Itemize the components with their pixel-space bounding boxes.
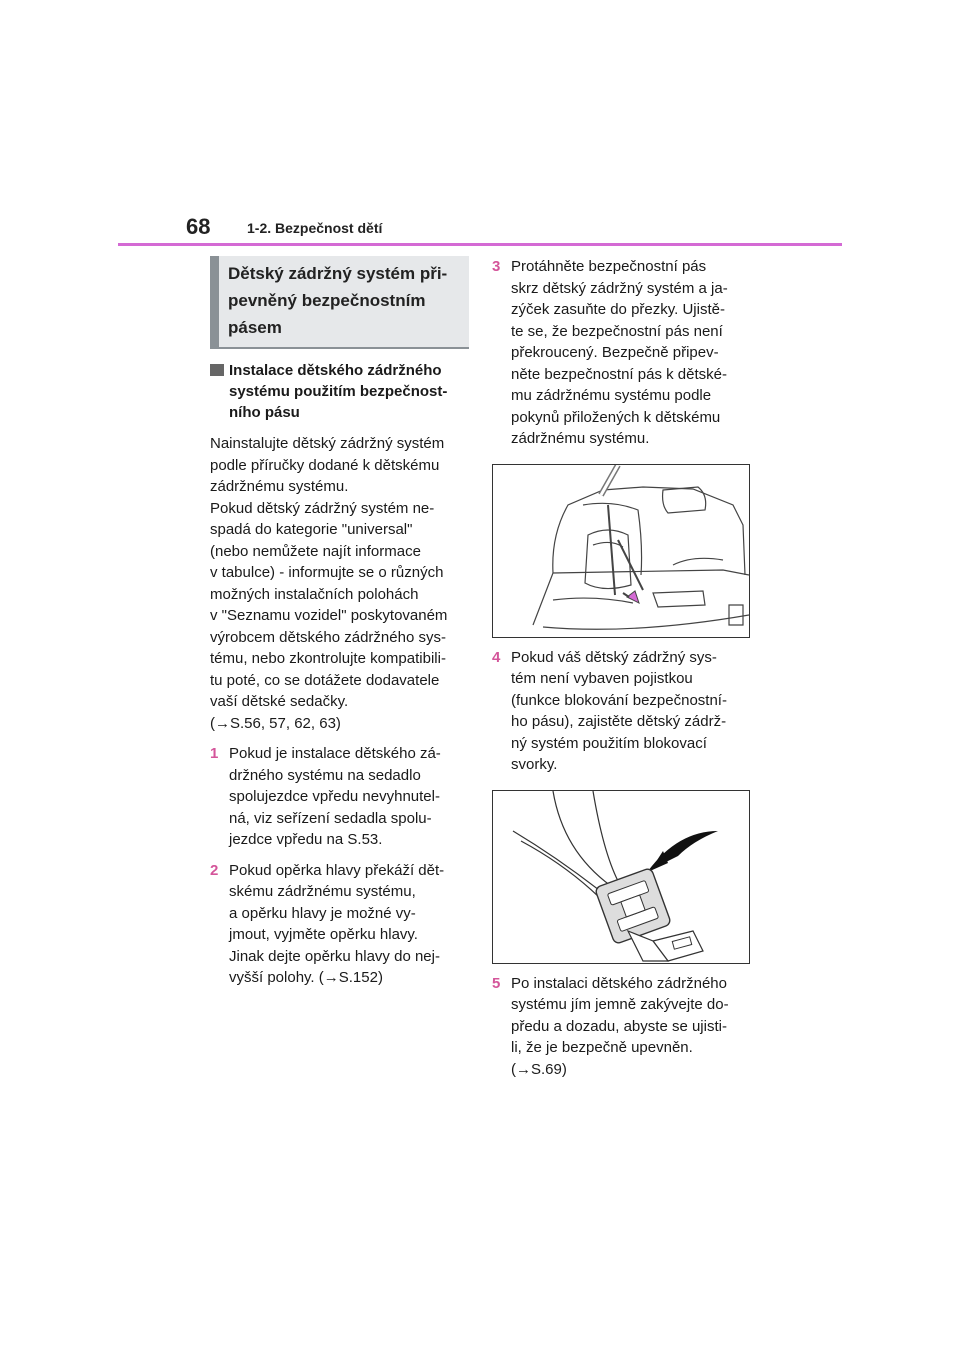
box-heading-line: pevněný bezpečnostním bbox=[228, 291, 426, 310]
step-line: ná, viz seřízení sedadla spolu- bbox=[229, 809, 432, 827]
subheading bbox=[210, 360, 468, 423]
subheading-line: ního pásu bbox=[229, 404, 300, 421]
step-line: něte bezpečnostní pás k dětské- bbox=[511, 365, 727, 383]
step-line: překroucený. Bezpečně připev- bbox=[511, 344, 719, 361]
step-5 bbox=[492, 973, 750, 1081]
step-line: zádržnému systému. bbox=[511, 430, 650, 447]
paragraph-line: Nainstalujte dětský zádržný systém bbox=[210, 435, 445, 452]
car-seat-illustration bbox=[493, 465, 749, 637]
step-line: Po instalaci dětského zádržného bbox=[511, 974, 727, 992]
box-heading-line: pásem bbox=[228, 318, 282, 337]
step-line: pokynů přiložených k dětskému bbox=[511, 408, 721, 426]
step-line: skrz dětský zádržný systém a ja- bbox=[511, 279, 728, 297]
step-line: (→S.69) bbox=[511, 1060, 567, 1078]
paragraph-line: vaší dětské sedačky. bbox=[210, 693, 349, 710]
step-line: (funkce blokování bezpečnostní- bbox=[511, 691, 727, 709]
locking-clip-illustration bbox=[493, 791, 749, 963]
step-number: 5 bbox=[492, 974, 501, 992]
step-2 bbox=[210, 860, 468, 989]
step-line: svorky. bbox=[511, 756, 558, 773]
step-line: držného systému na sedadlo bbox=[229, 766, 421, 784]
step-line: ný systém použitím blokovací bbox=[511, 734, 707, 752]
step-line: Pokud je instalace dětského zá- bbox=[229, 745, 441, 762]
paragraph-line: Pokud dětský zádržný systém ne- bbox=[210, 499, 435, 517]
right-column bbox=[492, 256, 750, 1080]
square-bullet-icon bbox=[210, 364, 224, 376]
step-line: li, že je bezpečně upevněn. bbox=[511, 1039, 693, 1056]
step-line: jezdce vpředu na S.53. bbox=[229, 831, 383, 848]
step-number: 3 bbox=[492, 258, 501, 275]
intro-paragraph bbox=[210, 433, 468, 734]
paragraph-line: v tabulce) - informujte se o různých bbox=[210, 564, 444, 581]
section-title: 1-2. Bezpečnost dětí bbox=[247, 220, 383, 236]
paragraph-line: zádržnému systému. bbox=[210, 478, 349, 495]
step-4 bbox=[492, 647, 750, 776]
step-line: systému jím jemně zakývejte do- bbox=[511, 996, 729, 1013]
step-line: Pokud opěrka hlavy překáží dět- bbox=[229, 861, 445, 879]
step-line: skému zádržnému systému, bbox=[229, 883, 416, 900]
paragraph-line: podle příručky dodané k dětskému bbox=[210, 456, 440, 474]
step-3 bbox=[492, 256, 750, 450]
step-line: mu zádržnému systému podle bbox=[511, 387, 712, 404]
paragraph-line: možných instalačních polohách bbox=[210, 585, 419, 603]
header-rule bbox=[118, 243, 842, 246]
paragraph-line: (→S.56, 57, 62, 63) bbox=[210, 714, 341, 732]
figure-locking-clip bbox=[492, 790, 750, 964]
step-number: 4 bbox=[492, 648, 501, 666]
step-line: Pokud váš dětský zádržný sys- bbox=[511, 648, 717, 666]
paragraph-line: spadá do kategorie "universal" bbox=[210, 521, 413, 538]
step-line: ho pásu), zajistěte dětský zádrž- bbox=[511, 713, 727, 730]
step-line: te se, že bezpečnostní pás není bbox=[511, 322, 723, 340]
paragraph-line: (nebo nemůžete najít informace bbox=[210, 542, 421, 560]
step-line: vyšší polohy. (→S.152) bbox=[229, 969, 383, 986]
step-line: předu a dozadu, abyste se ujisti- bbox=[511, 1017, 727, 1035]
step-line: a opěrku hlavy je možné vy- bbox=[229, 904, 416, 922]
box-heading bbox=[210, 256, 469, 349]
left-column bbox=[210, 256, 468, 989]
paragraph-line: tému, nebo zkontrolujte kompatibili- bbox=[210, 650, 446, 667]
page-number: 68 bbox=[186, 214, 211, 239]
figure-child-seat-belt bbox=[492, 464, 750, 638]
step-number: 2 bbox=[210, 861, 219, 879]
subheading-line: Instalace dětského zádržného bbox=[229, 362, 442, 379]
step-line: tém není vybaven pojistkou bbox=[511, 670, 693, 687]
step-line: Protáhněte bezpečnostní pás bbox=[511, 258, 707, 275]
subheading-line: systému použitím bezpečnost- bbox=[229, 383, 448, 400]
box-heading-line: Dětský zádržný systém při- bbox=[228, 264, 448, 283]
step-line: Jinak dejte opěrku hlavy do nej- bbox=[229, 947, 440, 965]
step-line: spolujezdce vpředu nevyhnutel- bbox=[229, 788, 440, 805]
step-line: zýček zasuňte do přezky. Ujistě- bbox=[511, 301, 725, 318]
step-number: 1 bbox=[210, 745, 219, 762]
paragraph-line: tu poté, co se dotážete dodavatele bbox=[210, 671, 440, 689]
paragraph-line: v "Seznamu vozidel" poskytovaném bbox=[210, 607, 448, 624]
step-line: jmout, vyjměte opěrku hlavy. bbox=[229, 926, 418, 943]
step-1 bbox=[210, 743, 468, 851]
paragraph-line: výrobcem dětského zádržného sys- bbox=[210, 628, 446, 646]
